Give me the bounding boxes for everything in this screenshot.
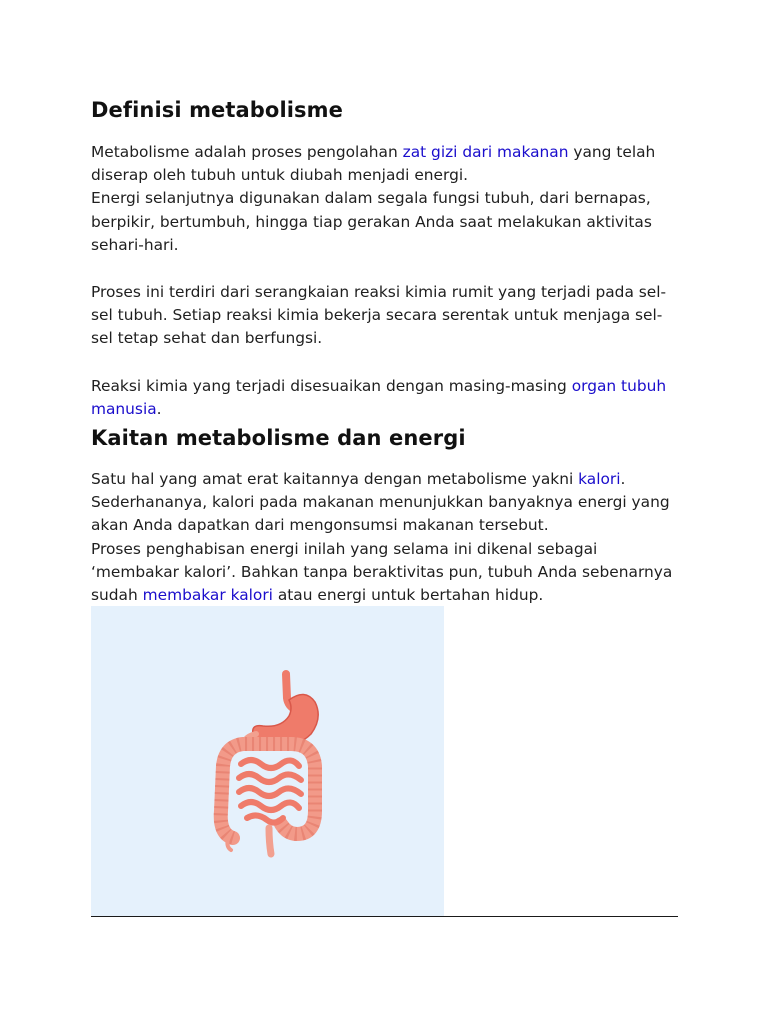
link-kalori[interactable]: kalori (578, 470, 621, 488)
text: Energi selanjutnya digunakan dalam segala fungsi tubuh, dari bernapas, berpikir, bertumbuh, hingga tiap gerakan Anda saat melakukan aktivitas sehari-hari. (91, 189, 652, 254)
digestive-system-icon (91, 606, 444, 917)
text: yang telah diserap oleh tubuh untuk diubah menjadi energi. (91, 143, 656, 185)
heading-kaitan-metabolisme: Kaitan metabolisme dan energi (91, 426, 466, 450)
text: Reaksi kimia yang terjadi disesuaikan dengan masing-masing (91, 377, 572, 395)
paragraph-kalori (91, 468, 681, 607)
link-membakar-kalori[interactable]: membakar kalori (142, 586, 273, 605)
link-organ-tubuh[interactable]: organ tubuh manusia (91, 377, 667, 419)
text: . (620, 470, 626, 488)
small-intestine-shape (239, 760, 301, 823)
text: Metabolisme adalah proses pengolahan (91, 143, 403, 161)
text: atau energi untuk bertahan hidup. (272, 586, 544, 605)
paragraph-reaksi-kimia (91, 375, 681, 421)
heading-definisi-metabolisme: Definisi metabolisme (91, 98, 343, 122)
link-zat-gizi[interactable]: zat gizi dari makanan (402, 143, 569, 161)
paragraph-definisi (91, 141, 671, 257)
horizontal-rule (91, 916, 678, 917)
text: . (156, 400, 162, 419)
text: Satu hal yang amat erat kaitannya dengan metabolisme yakni (91, 470, 579, 488)
paragraph-proses: Proses ini terdiri dari serangkaian reaksi kimia rumit yang terjadi pada sel-sel tubuh. Setiap reaksi kimia bekerja secara serentak untuk menjaga sel-sel tetap sehat dan berfungsi. (91, 283, 667, 348)
digestive-system-illustration (91, 606, 444, 917)
text: Proses penghabisan energi inilah yang selama ini dikenal sebagai ‘membakar kalori’. Bahkan tanpa beraktivitas pun, tubuh Anda sebenarnya sudah (91, 539, 673, 605)
text: Sederhananya, kalori pada makanan menunjukkan banyaknya energi yang akan Anda dapatkan dari mengonsumsi makanan tersebut. (91, 493, 670, 535)
